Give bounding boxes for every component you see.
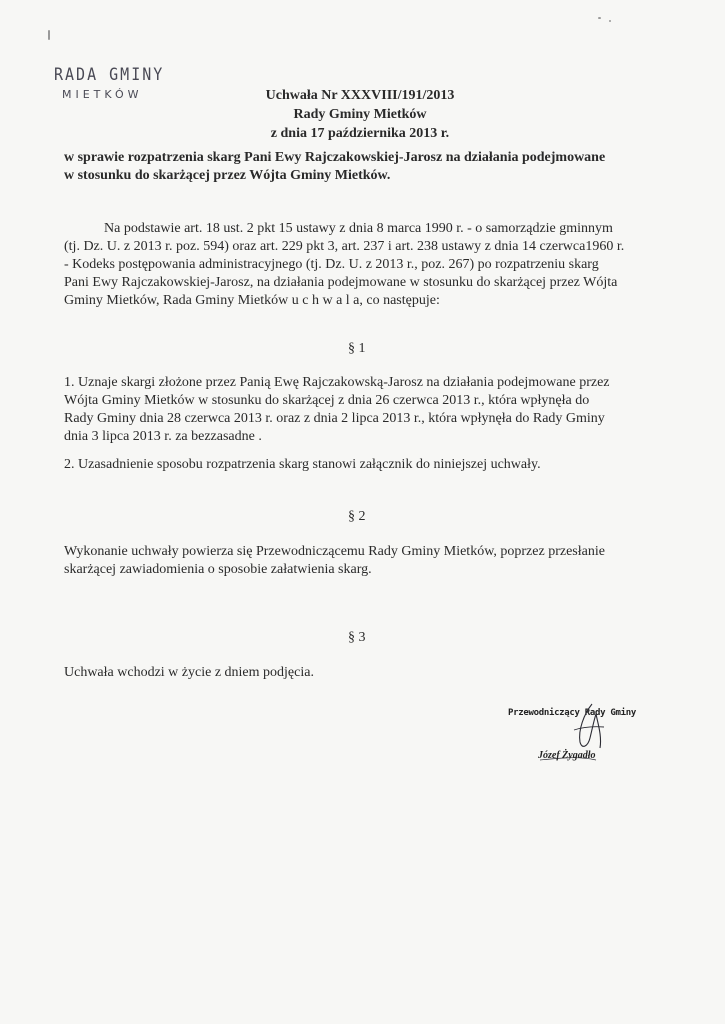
resolution-header bbox=[230, 86, 490, 143]
council-stamp bbox=[54, 64, 164, 101]
paragraph-line: Na podstawie art. 18 ust. 2 pkt 15 ustawy z dnia 8 marca 1990 r. - o samorządzie gminnym bbox=[104, 221, 613, 236]
subject-line: w stosunku do skarżącej przez Wójta Gminy Mietków. bbox=[64, 168, 391, 183]
section-1-point-2: 2. Uzasadnienie sposobu rozpatrzenia skarg stanowi załącznik do niniejszej uchwały. bbox=[64, 457, 541, 472]
resolution-subject bbox=[64, 149, 664, 185]
section-2-sign: § 2 bbox=[348, 509, 366, 524]
scan-speck bbox=[48, 30, 50, 40]
paragraph-line: dnia 3 lipca 2013 r. za bezzasadne . bbox=[64, 429, 262, 444]
stamp-municipality-name: MIETKÓW bbox=[62, 88, 143, 101]
section-3-text: Uchwała wchodzi w życie z dniem podjęcia. bbox=[64, 665, 314, 680]
paragraph-line: Gminy Mietków, Rada Gminy Mietków u c h w a l a, co następuje: bbox=[64, 293, 440, 308]
signature-title-stamp: Przewodniczący Rady Gminy bbox=[508, 708, 636, 718]
resolution-number: Uchwała Nr XXXVIII/191/2013 bbox=[265, 88, 455, 103]
paragraph-line: Pani Ewy Rajczakowskiej-Jarosz, na działania podejmowane w stosunku do skarżącej przez Wójta bbox=[64, 275, 618, 290]
scan-speck bbox=[609, 20, 611, 22]
chairman-signature-block bbox=[500, 700, 660, 780]
signature-name-stamp: Józef Żygadło bbox=[538, 750, 596, 761]
paragraph-line: 1. Uznaje skargi złożone przez Panią Ewę Rajczakowską-Jarosz na działania podejmowane przez bbox=[64, 375, 610, 390]
handwritten-signature bbox=[500, 700, 660, 780]
section-1-point-1 bbox=[64, 374, 660, 446]
resolution-issuer: Rady Gminy Mietków bbox=[293, 107, 427, 122]
paragraph-line: (tj. Dz. U. z 2013 r. poz. 594) oraz art. 229 pkt 3, art. 237 i art. 238 ustawy z dnia 14 czerwca1960 r. bbox=[64, 239, 625, 254]
subject-line: w sprawie rozpatrzenia skarg Pani Ewy Rajczakowskiej-Jarosz na działania podejmowane bbox=[64, 150, 606, 165]
stamp-council-name: RADA GMINY bbox=[54, 64, 165, 85]
scan-speck bbox=[598, 17, 601, 19]
section-2-text bbox=[64, 543, 660, 579]
paragraph-line: Wykonanie uchwały powierza się Przewodniczącemu Rady Gminy Mietków, poprzez przesłanie bbox=[64, 544, 605, 559]
paragraph-line: skarżącej zawiadomienia o sposobie załatwienia skarg. bbox=[64, 562, 372, 577]
resolution-date: z dnia 17 października 2013 r. bbox=[270, 126, 450, 141]
paragraph-line: - Kodeks postępowania administracyjnego (tj. Dz. U. z 2013 r., poz. 267) po rozpatrzeniu skarg bbox=[64, 257, 599, 272]
section-1-sign: § 1 bbox=[348, 341, 366, 356]
legal-basis-paragraph bbox=[64, 220, 660, 310]
paragraph-line: Wójta Gminy Mietków w stosunku do skarżącej z dnia 26 czerwca 2013 r., która wpłynęła do bbox=[64, 393, 590, 408]
section-3-sign: § 3 bbox=[348, 630, 366, 645]
paragraph-line: Rady Gminy dnia 28 czerwca 2013 r. oraz z dnia 2 lipca 2013 r., która wpłynęła do Rady Gminy bbox=[64, 411, 605, 426]
